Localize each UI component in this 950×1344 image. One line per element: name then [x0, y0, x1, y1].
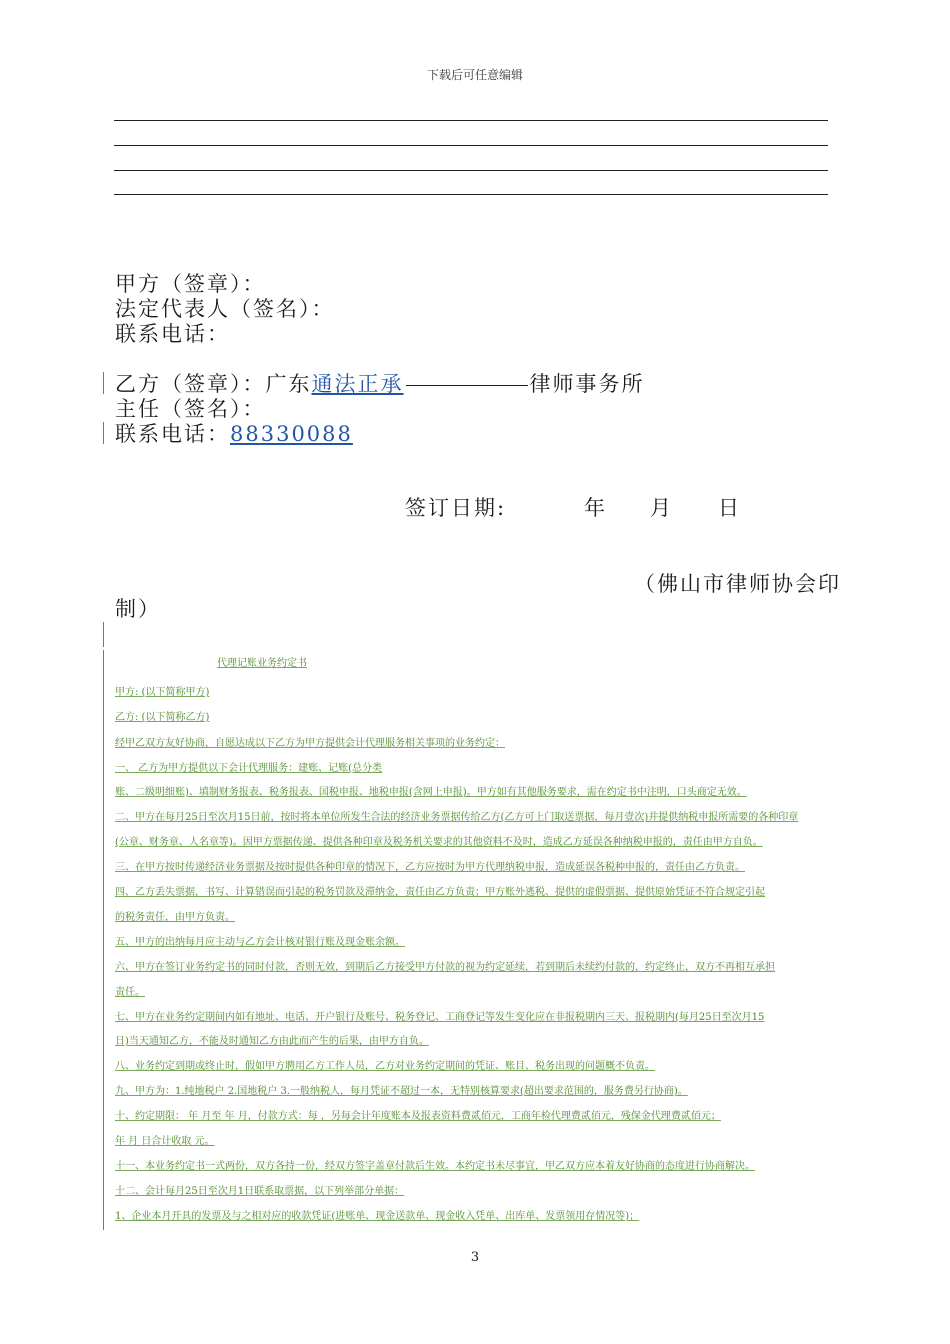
- phone-number-link[interactable]: 88330088: [230, 422, 353, 446]
- contract-line: 一、 乙方为甲方提供以下会计代理服务：建账、记账(总分类: [115, 763, 383, 774]
- contract-line: 经甲乙双方友好协商，自愿达成以下乙方为甲方提供会计代理服务相关事项的业务约定：: [115, 738, 505, 749]
- contract-line: 日)当天通知乙方，不能及时通知乙方由此而产生的后果，由甲方自负。: [115, 1036, 429, 1047]
- contract-title: 代理记账业务约定书: [217, 658, 307, 669]
- party-a-sign-label: 甲方（签章）：: [115, 272, 266, 296]
- contract-line: 年 月 日合计收取 元。: [115, 1136, 215, 1147]
- revision-bar: [103, 650, 104, 1230]
- party-b-sign-prefix: 乙方（签章）：广东: [115, 372, 312, 396]
- contract-line: (公章、财务章、人名章等)。因甲方票据传递、提供各种印章及税务机关要求的其他资料不及时，造成乙方延误各种纳税申报的，责任由甲方自负。: [115, 837, 763, 848]
- sign-date-label: 签订日期:: [405, 496, 507, 520]
- firm-name-link[interactable]: 通法正承: [311, 372, 404, 396]
- party-a-rep-label: 法定代表人（签名）：: [115, 297, 335, 321]
- contract-line: 三、在甲方按时传递经济业务票据及按时提供各种印章的情况下，乙方应按时为甲方代理纳税申报，造成延误各税种申报的，责任由乙方负责。: [115, 862, 745, 873]
- contract-line: 责任。: [115, 987, 145, 998]
- party-a-phone-label: 联系电话：: [115, 322, 230, 346]
- contract-line: 二、甲方在每月25日至次月15日前，按时将本单位所发生合法的经济业务票据传给乙方(乙方可上门取送票据，每月壹次)并提供纳税申报所需要的各种印章: [115, 812, 799, 823]
- blank-line-1: [114, 120, 828, 121]
- contract-line: 八、业务约定到期或终止时，假如甲方聘用乙方工作人员，乙方对业务约定期间的凭证、账目、税务出现的问题概不负责。: [115, 1061, 655, 1072]
- firm-blank-line: [406, 385, 528, 386]
- page-number: 3: [470, 1250, 480, 1265]
- blank-line-4: [114, 194, 828, 195]
- contract-line: 十二、会计每月25日至次月1日联系取票据，以下列举部分单据：: [115, 1186, 405, 1197]
- contract-line: 十、约定期限： 年 月至 年 月，付款方式：每 ，另每会计年度账本及报表资料费贰佰元，工商年检代理费贰佰元，残保金代理费贰佰元；: [115, 1111, 721, 1122]
- revision-bar: [103, 622, 104, 647]
- party-b-phone-line: [115, 422, 353, 447]
- party-b-director-label: 主任（签名）：: [115, 397, 266, 421]
- sign-date-month: 月: [650, 496, 673, 520]
- party-b-sign-line: [115, 372, 645, 397]
- sign-date-day: 日: [718, 496, 741, 520]
- revision-bar: [103, 372, 104, 394]
- printer-note-line1: （佛山市律师协会印: [634, 572, 841, 596]
- contract-line: 乙方: (以下简称乙方): [115, 712, 210, 723]
- contract-line: 的税务责任，由甲方负责。: [115, 912, 235, 923]
- contract-line: 1、企业本月开具的发票及与之相对应的收款凭证(进账单、现金送款单、现金收入凭单、出库单、发票领用存情况等)；: [115, 1211, 640, 1222]
- party-b-phone-label: 联系电话：: [115, 422, 230, 446]
- printer-note-line2: 制）: [115, 597, 161, 621]
- contract-line: 账、二级明细账)、填制财务报表、税务报表、国税申报、地税申报(含网上申报)。甲方如有其他服务要求，需在约定书中注明，口头商定无效。: [115, 787, 747, 798]
- contract-line: 六、甲方在签订业务约定书的同时付款，否则无效，到期后乙方接受甲方付款的视为约定延续，若到期后未续约付款的，约定终止，双方不再相互承担: [115, 962, 775, 973]
- page-header: 下载后可任意编辑: [426, 68, 523, 82]
- blank-line-2: [114, 145, 828, 146]
- firm-suffix: 律师事务所: [529, 372, 645, 396]
- contract-line: 四、乙方丢失票据，书写、计算错误而引起的税务罚款及滞纳金，责任由乙方负责；甲方账外逃税、提供的虚假票据、提供原始凭证不符合规定引起: [115, 887, 765, 898]
- contract-line: 五、甲方的出纳每月应主动与乙方会计核对银行账及现金账余额。: [115, 937, 405, 948]
- contract-line: 九、甲方为：1.纯地税户 2.国地税户 3.一般纳税人，每月凭证不超过一本，无特别核算要求(超出要求范围的，服务费另行协商)。: [115, 1086, 688, 1097]
- contract-line: 甲方: (以下简称甲方): [115, 687, 210, 698]
- revision-bar: [103, 422, 104, 444]
- contract-line: 七、甲方在业务约定期间内如有地址、电话、开户银行及账号、税务登记、工商登记等发生变化应在非报税期内三天、报税期内(每月25日至次月15: [115, 1012, 765, 1023]
- contract-line: 十一、本业务约定书一式两份，双方各持一份，经双方签字盖章付款后生效。本约定书未尽事宜，甲乙双方应本着友好协商的态度进行协商解决。: [115, 1161, 755, 1172]
- sign-date-year: 年: [584, 496, 607, 520]
- blank-line-3: [114, 170, 828, 171]
